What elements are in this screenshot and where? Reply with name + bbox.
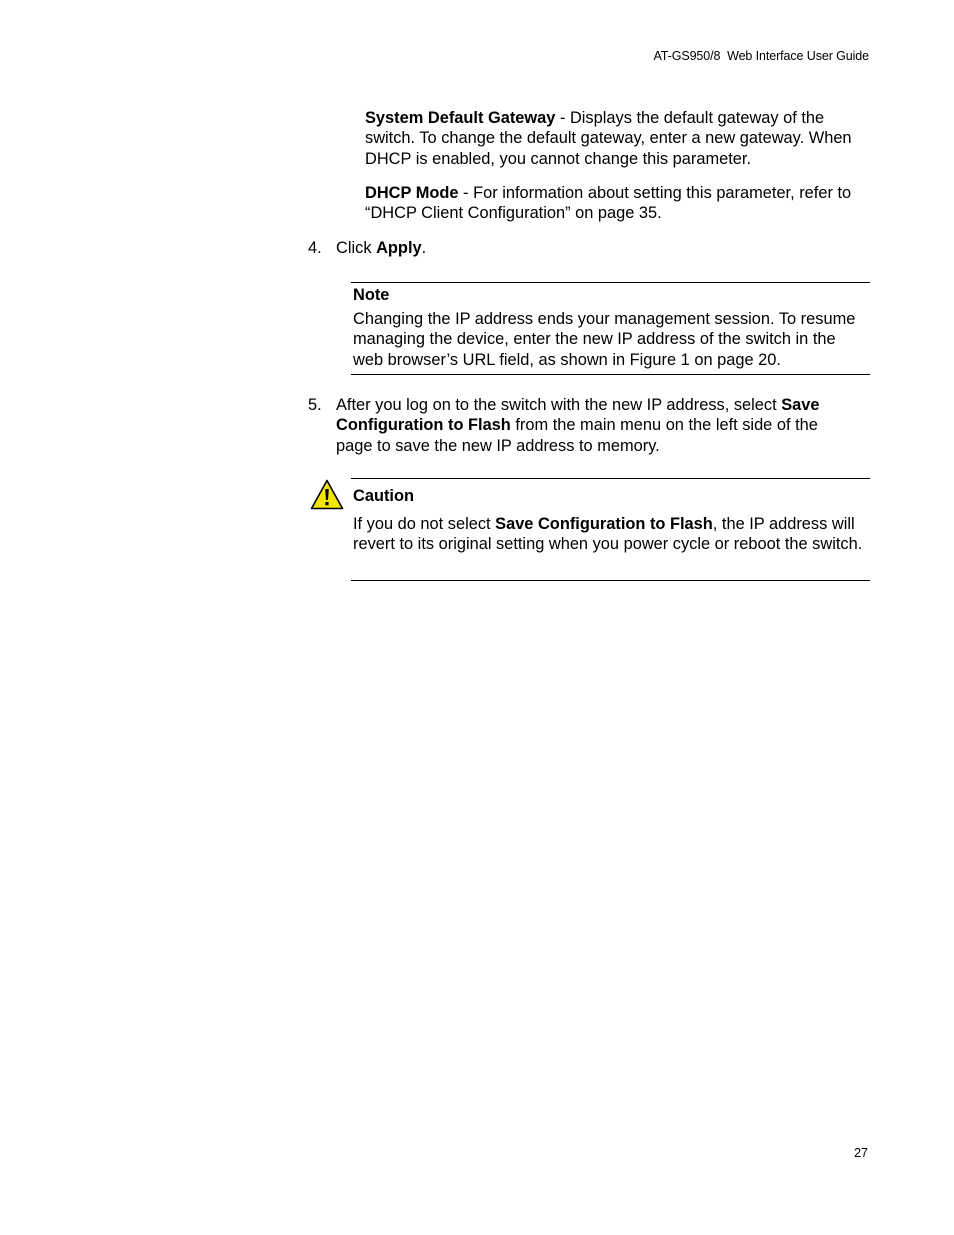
step-5-text-after: from the main menu on the left side of the page to save the new IP address to memory. [336, 416, 818, 455]
step-4-text-before: Click [336, 239, 377, 257]
step-5 [308, 395, 868, 457]
step-5-number: 5. [308, 396, 322, 414]
caution-title: Caution [353, 487, 415, 505]
step-5-text-before: After you log on to the switch with the new IP address, select [336, 396, 782, 414]
gateway-description: - Displays the default gateway of the switch. To change the default gateway, enter a new gateway. When DHCP is enabled, you cannot change this parameter. [365, 109, 852, 168]
caution-callout [351, 478, 870, 581]
running-header: AT-GS950/8 Web Interface User Guide [653, 49, 869, 63]
dhcp-mode-paragraph [365, 183, 875, 224]
caution-save-config: Save Configuration to Flash [495, 515, 713, 533]
step-4-apply: Apply [376, 239, 422, 257]
note-text: Changing the IP address ends your management session. To resume managing the device, enter the new IP address of the switch in the web browser’s URL field, as shown in Figure 1 on page 20. [353, 310, 856, 369]
warning-exclamation-dot [325, 502, 328, 505]
dhcp-mode-description: - For information about setting this parameter, refer to “DHCP Client Configuration” on page 35. [365, 184, 852, 223]
note-title: Note [353, 286, 390, 304]
step-4-number: 4. [308, 239, 322, 257]
gateway-paragraph [365, 108, 870, 169]
dhcp-mode-term: DHCP Mode [365, 184, 459, 202]
step-4 [308, 238, 868, 260]
step-5-text [336, 395, 856, 456]
gateway-term: System Default Gateway [365, 109, 556, 127]
step-5-save-config: Save Configuration to Flash [336, 396, 820, 435]
step-4-text-after: . [421, 239, 427, 257]
caution-text-after: , the IP address will revert to its original setting when you power cycle or reboot the switch. [353, 515, 863, 554]
caution-text-before: If you do not select [353, 515, 496, 533]
step-4-text [336, 238, 856, 258]
caution-text [353, 514, 868, 555]
warning-triangle-icon [310, 479, 344, 510]
note-callout [351, 282, 870, 375]
page-number: 27 [854, 1146, 868, 1160]
